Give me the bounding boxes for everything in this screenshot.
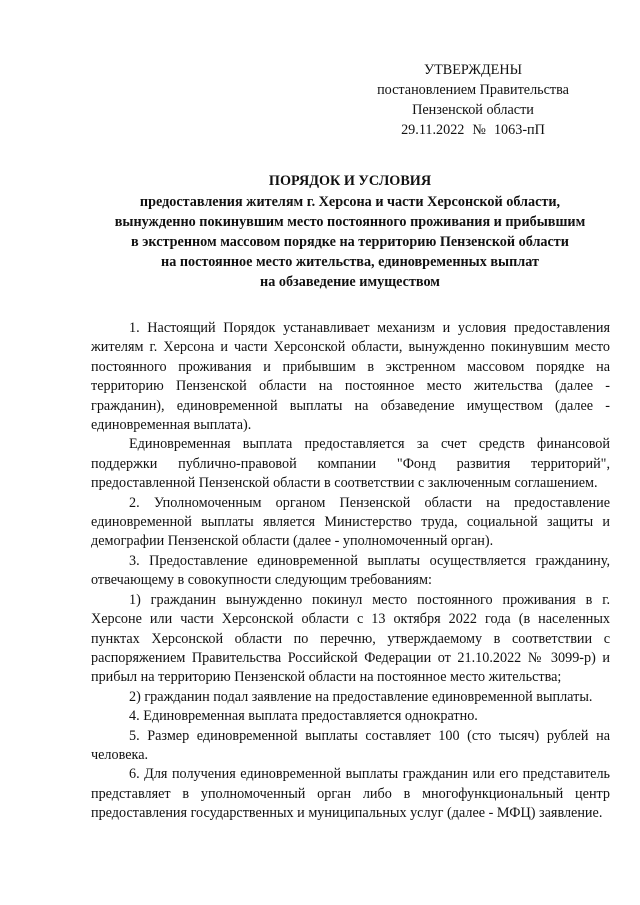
paragraph: 2. Уполномоченным органом Пензенской области на предоставление единовременной выплаты является Министерство труда, социальной защиты и демографии Пензенской области (далее - уполномоченный орган). bbox=[91, 494, 610, 550]
title-line: в экстренном массовом порядке на территорию Пензенской области bbox=[131, 234, 569, 250]
paragraph: 3. Предоставление единовременной выплаты осуществляется гражданину, отвечающему в совокупности следующим требованиям: bbox=[91, 552, 610, 589]
paragraph: 5. Размер единовременной выплаты составляет 100 (сто тысяч) рублей на человека. bbox=[91, 727, 610, 763]
approval-by-resolution: постановлением Правительства bbox=[377, 82, 569, 98]
paragraph: 4. Единовременная выплата предоставляется однократно. bbox=[129, 708, 478, 725]
paragraph: 1. Настоящий Порядок устанавливает механизм и условия предоставления жителям г. Херсона и части Херсонской области, вынужденно покинувшим место постоянного проживания и прибывшим в экстренном массовом порядке на территорию Пензенской области на постоянное место жительства (далее - гражданин), единовременной выплаты на обзаведение имуществом (далее - единовременная выплата). bbox=[91, 320, 610, 434]
approval-approved: УТВЕРЖДЕНЫ bbox=[424, 62, 522, 78]
approval-stamp bbox=[362, 60, 584, 140]
approval-number: 1063-пП bbox=[493, 122, 545, 138]
document-heading: ПОРЯДОК И УСЛОВИЯ bbox=[268, 173, 432, 189]
paragraph: 1) гражданин вынужденно покинул место постоянного проживания в г. Херсоне или части Херсонской области с 13 октября 2022 года (в населенных пунктах Херсонской области по перечню, утверждаемому в соответствии с распоряжением Правительства Российской Федерации от 21.10.2022 № 3099-р) и прибыл на территорию Пензенской области на постоянное место жительства; bbox=[91, 591, 610, 686]
paragraph: Единовременная выплата предоставляется за счет средств финансовой поддержки публично-правовой компании "Фонд развития территорий", предоставленной Пензенской области в соответствии с заключенным соглашением. bbox=[91, 436, 610, 492]
title-line: предоставления жителям г. Херсона и части Херсонской области, bbox=[139, 194, 561, 210]
approval-region: Пензенской области bbox=[412, 102, 534, 118]
paragraph: 2) гражданин подал заявление на предоставление единовременной выплаты. bbox=[129, 688, 593, 705]
paragraph: 6. Для получения единовременной выплаты гражданин или его представитель представляет в уполномоченный орган либо в многофункциональный центр предоставления государственных и муниципальных услуг (далее - МФЦ) заявление. bbox=[91, 766, 610, 822]
title-line: на постоянное место жительства, единовременных выплат bbox=[161, 254, 539, 270]
document-body bbox=[91, 319, 610, 824]
approval-number-sign: № bbox=[472, 122, 486, 138]
approval-date: 29.11.2022 bbox=[401, 122, 465, 138]
approval-date-number bbox=[362, 120, 584, 140]
title-line: на обзаведение имуществом bbox=[260, 274, 440, 290]
document-title bbox=[80, 171, 620, 292]
title-line: вынужденно покинувшим место постоянного проживания и прибывшим bbox=[114, 214, 586, 230]
